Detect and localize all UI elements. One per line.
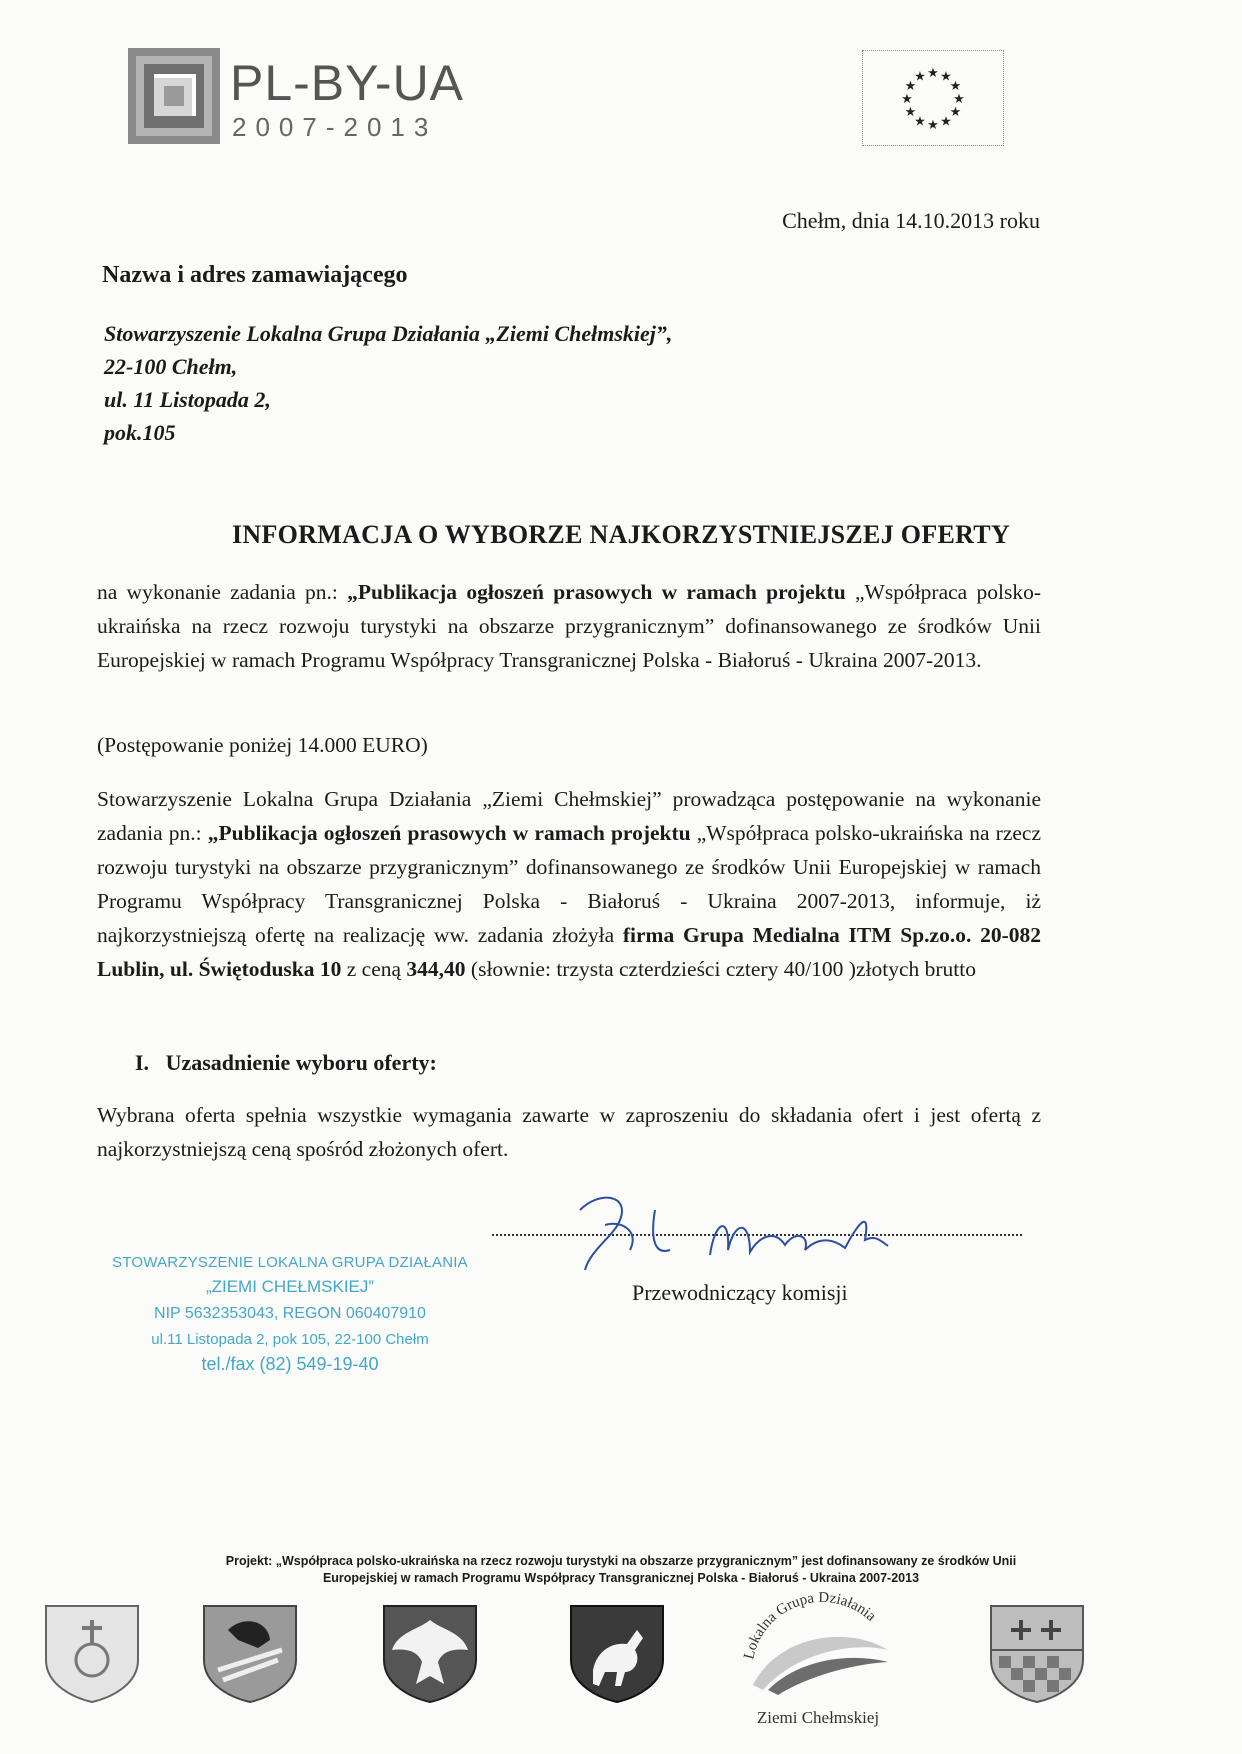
stamp-line: tel./fax (82) 549-19-40: [201, 1354, 379, 1374]
task-name: „Publikacja ogłoszeń prasowych w ramach projektu: [347, 580, 846, 604]
buyer-address: [104, 317, 672, 449]
stamp-line: ul.11 Listopada 2, pok 105, 22-100 Chełm: [151, 1331, 429, 1348]
stamp-line: NIP 5632353043, REGON 060407910: [154, 1305, 426, 1322]
buyer-heading: Nazwa i adres zamawiającego: [102, 262, 408, 288]
award-middle: „Współpraca polsko-ukraińska na rzecz rozwoju turystyki na obszarze przygranicznym” dofinansowanego ze środków Unii Europejskiej w ramach Programu Współpracy Transgranicznej Polska - Białoruś - Ukraina 2007-2013, informuje, iż najkorzystniejszą ofertę na realizację ww. zadania złożyła: [97, 821, 1041, 947]
handwritten-signature: [560, 1180, 920, 1280]
award-paragraph: [97, 782, 1041, 986]
buyer-name: Stowarzyszenie Lokalna Grupa Działania „Ziemi Chełmskiej”,: [104, 321, 673, 346]
checkered-crest-icon: [985, 1600, 1089, 1704]
award-intro: Stowarzyszenie Lokalna Grupa Działania „Ziemi Chełmskiej” prowadząca postępowanie na wykonanie zadania pn.:: [97, 787, 1041, 845]
eu-flag-icon: [862, 50, 1004, 146]
procedure-note: (Postępowanie poniżej 14.000 EURO): [97, 733, 428, 757]
footer-line: Europejskiej w ramach Programu Współpracy Transgranicznej Polska - Białoruś - Ukraina 2007-2013: [322, 1571, 920, 1585]
signature-caption: Przewodniczący komisji: [632, 1280, 848, 1305]
lgd-logo-top-text: Lokalna Grupa Działania: [741, 1590, 879, 1661]
buyer-street: ul. 11 Listopada 2,: [104, 387, 271, 412]
eu-stars-icon: [863, 51, 1003, 145]
eagle-crest-icon: [378, 1600, 482, 1704]
award-task-name: „Publikacja ogłoszeń prasowych w ramach projektu: [207, 821, 691, 845]
award-price-intro: z ceną: [341, 957, 407, 981]
document-title: INFORMACJA O WYBORZE NAJKORZYSTNIEJSZEJ OFERTY: [231, 520, 1011, 549]
county-crest-icon: [198, 1600, 302, 1704]
eu-star-icon: ★: [927, 65, 939, 80]
task-project: „Współpraca polsko-ukraińska na rzecz rozwoju turystyki na obszarze przygranicznym” dofinansowanego ze środków Unii Europejskiej w ramach Programu Współpracy Transgranicznej Polska - Białoruś - Ukraina 2007-2013.: [97, 580, 1041, 672]
eu-star-icon: ★: [904, 104, 917, 119]
eu-star-icon: ★: [904, 78, 917, 93]
justification-text: Wybrana oferta spełnia wszystkie wymagania zawarte w zaproszeniu do składania ofert i jest ofertą z najkorzystniejszą ceną spośród złożonych ofert.: [97, 1103, 1041, 1161]
stamp-line: STOWARZYSZENIE LOKALNA GRUPA DZIAŁANIA: [112, 1254, 468, 1271]
buyer-postal: 22-100 Chełm,: [104, 354, 238, 379]
task-description: [97, 575, 1041, 677]
program-logo-years: 2007-2013: [232, 112, 438, 142]
footer-project-note: [40, 1553, 1202, 1587]
award-price: 344,40: [406, 957, 466, 981]
eu-star-icon: ★: [953, 91, 965, 106]
stamp-line: „ZIEMI CHEŁMSKIEJ”: [205, 1277, 375, 1296]
award-company: firma Grupa Medialna ITM Sp.zo.o. 20-082 Lublin, ul. Świętoduska 10: [97, 923, 1041, 981]
horse-crest-icon: [565, 1600, 669, 1704]
eu-star-icon: ★: [949, 78, 962, 93]
footer-line: Projekt: „Współpraca polsko-ukraińska na rzecz rozwoju turystyki na obszarze przygranicznym” jest dofinansowany ze środków Unii: [225, 1554, 1017, 1568]
eu-star-icon: ★: [901, 91, 913, 106]
organization-stamp: [105, 1254, 475, 1404]
eu-star-icon: ★: [940, 68, 952, 84]
date-line: Chełm, dnia 14.10.2013 roku: [782, 208, 1040, 233]
eu-star-icon: ★: [949, 104, 962, 119]
section-title: Uzasadnienie wyboru oferty:: [165, 1050, 437, 1075]
program-logo-title: PL-BY-UA: [230, 55, 465, 111]
award-price-words: (słownie: trzysta czterdzieści cztery 40/100 )złotych brutto: [465, 957, 976, 981]
section-heading: [135, 1050, 437, 1076]
eu-star-icon: ★: [914, 68, 926, 84]
program-logo-mark-icon: [128, 48, 220, 144]
lgd-logo-bottom-text: Ziemi Chełmskiej: [756, 1708, 880, 1727]
municipal-crest-icon: [40, 1600, 144, 1704]
eu-star-icon: ★: [914, 113, 926, 129]
task-intro: na wykonanie zadania pn.:: [97, 580, 348, 604]
buyer-room: pok.105: [104, 420, 176, 445]
program-logo: [128, 48, 468, 148]
lgd-logo-caption-wrap: [738, 1590, 898, 1740]
eu-star-icon: ★: [927, 117, 939, 132]
eu-star-icon: ★: [940, 113, 952, 129]
section-number: I.: [135, 1050, 150, 1075]
